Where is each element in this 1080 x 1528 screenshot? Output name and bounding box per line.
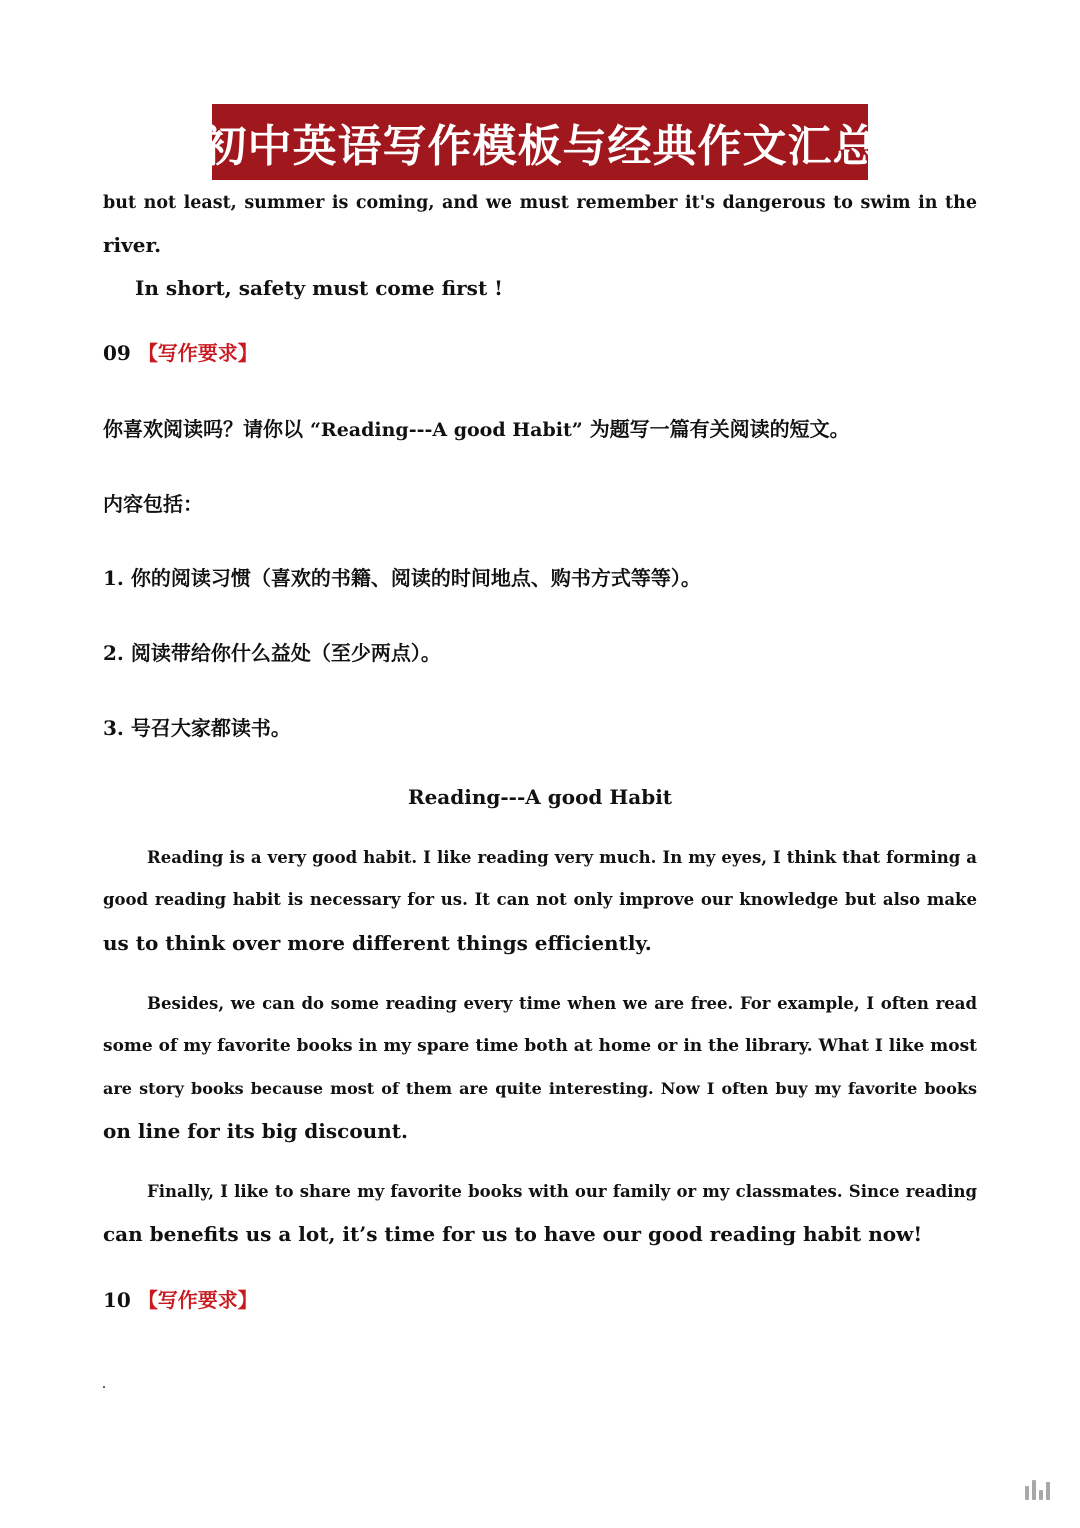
- essay-title: Reading---A good Habit: [407, 785, 673, 809]
- watermark-logo: [1025, 1480, 1050, 1500]
- essay-p2-line-2: some of my favorite books in my spare time both at home or in the library. What I like most: [103, 1036, 977, 1056]
- essay-p3-line-2: can benefits us a lot, it’s time for us to have our good reading habit now!: [103, 1222, 923, 1246]
- page-title-banner: 初中英语写作模板与经典作文汇总: [212, 104, 868, 180]
- item-number: 1.: [103, 566, 124, 590]
- task-09-label: 【写作要求】: [137, 341, 258, 365]
- task-09-prompt: [103, 416, 977, 443]
- prev-essay-line-2: river.: [103, 233, 162, 257]
- task-10-number: 10: [103, 1288, 131, 1312]
- essay-p3-line-1: Finally, I like to share my favorite books with our family or my classmates. Since reading: [147, 1182, 977, 1201]
- item-text: 你的阅读习惯（喜欢的书籍、阅读的时间地点、购书方式等等）。: [130, 566, 701, 590]
- requirement-item-2: [103, 640, 977, 666]
- prompt-essay-title: “Reading---A good Habit”: [309, 419, 583, 441]
- task-09-number: 09: [103, 341, 131, 365]
- content-label: 内容包括：: [103, 492, 203, 516]
- item-number: 2.: [103, 641, 124, 665]
- essay-p2-line-4: on line for its big discount.: [103, 1119, 408, 1143]
- essay-p1-line-3: us to think over more different things efficiently.: [103, 931, 652, 955]
- item-number: 3.: [103, 716, 124, 740]
- essay-p1-line-2: good reading habit is necessary for us. It can not only improve our knowledge but also make: [103, 890, 977, 909]
- prev-essay-line-1: but not least, summer is coming, and we must remember it's dangerous to swim in the: [103, 193, 977, 213]
- item-text: 阅读带给你什么益处（至少两点）。: [130, 641, 441, 665]
- essay-p2-line-1: Besides, we can do some reading every time when we are free. For example, I often read: [147, 994, 977, 1013]
- task-10-header: [103, 1287, 977, 1313]
- essay-p1-line-1: Reading is a very good habit. I like reading very much. In my eyes, I think that forming a: [147, 848, 977, 867]
- task-09-header: [103, 340, 977, 366]
- task-10-label: 【写作要求】: [137, 1288, 258, 1312]
- prev-essay-line-3: In short, safety must come first !: [135, 276, 503, 300]
- stray-dot: [103, 1386, 105, 1388]
- prompt-pre: 你喜欢阅读吗？请你以: [103, 417, 303, 441]
- requirement-item-1: [103, 565, 977, 591]
- requirement-item-3: [103, 715, 977, 741]
- prompt-post: 为题写一篇有关阅读的短文。: [589, 417, 850, 441]
- essay-p2-line-3: are story books because most of them are quite interesting. Now I often buy my favorite books: [103, 1079, 977, 1098]
- item-text: 号召大家都读书。: [130, 716, 291, 740]
